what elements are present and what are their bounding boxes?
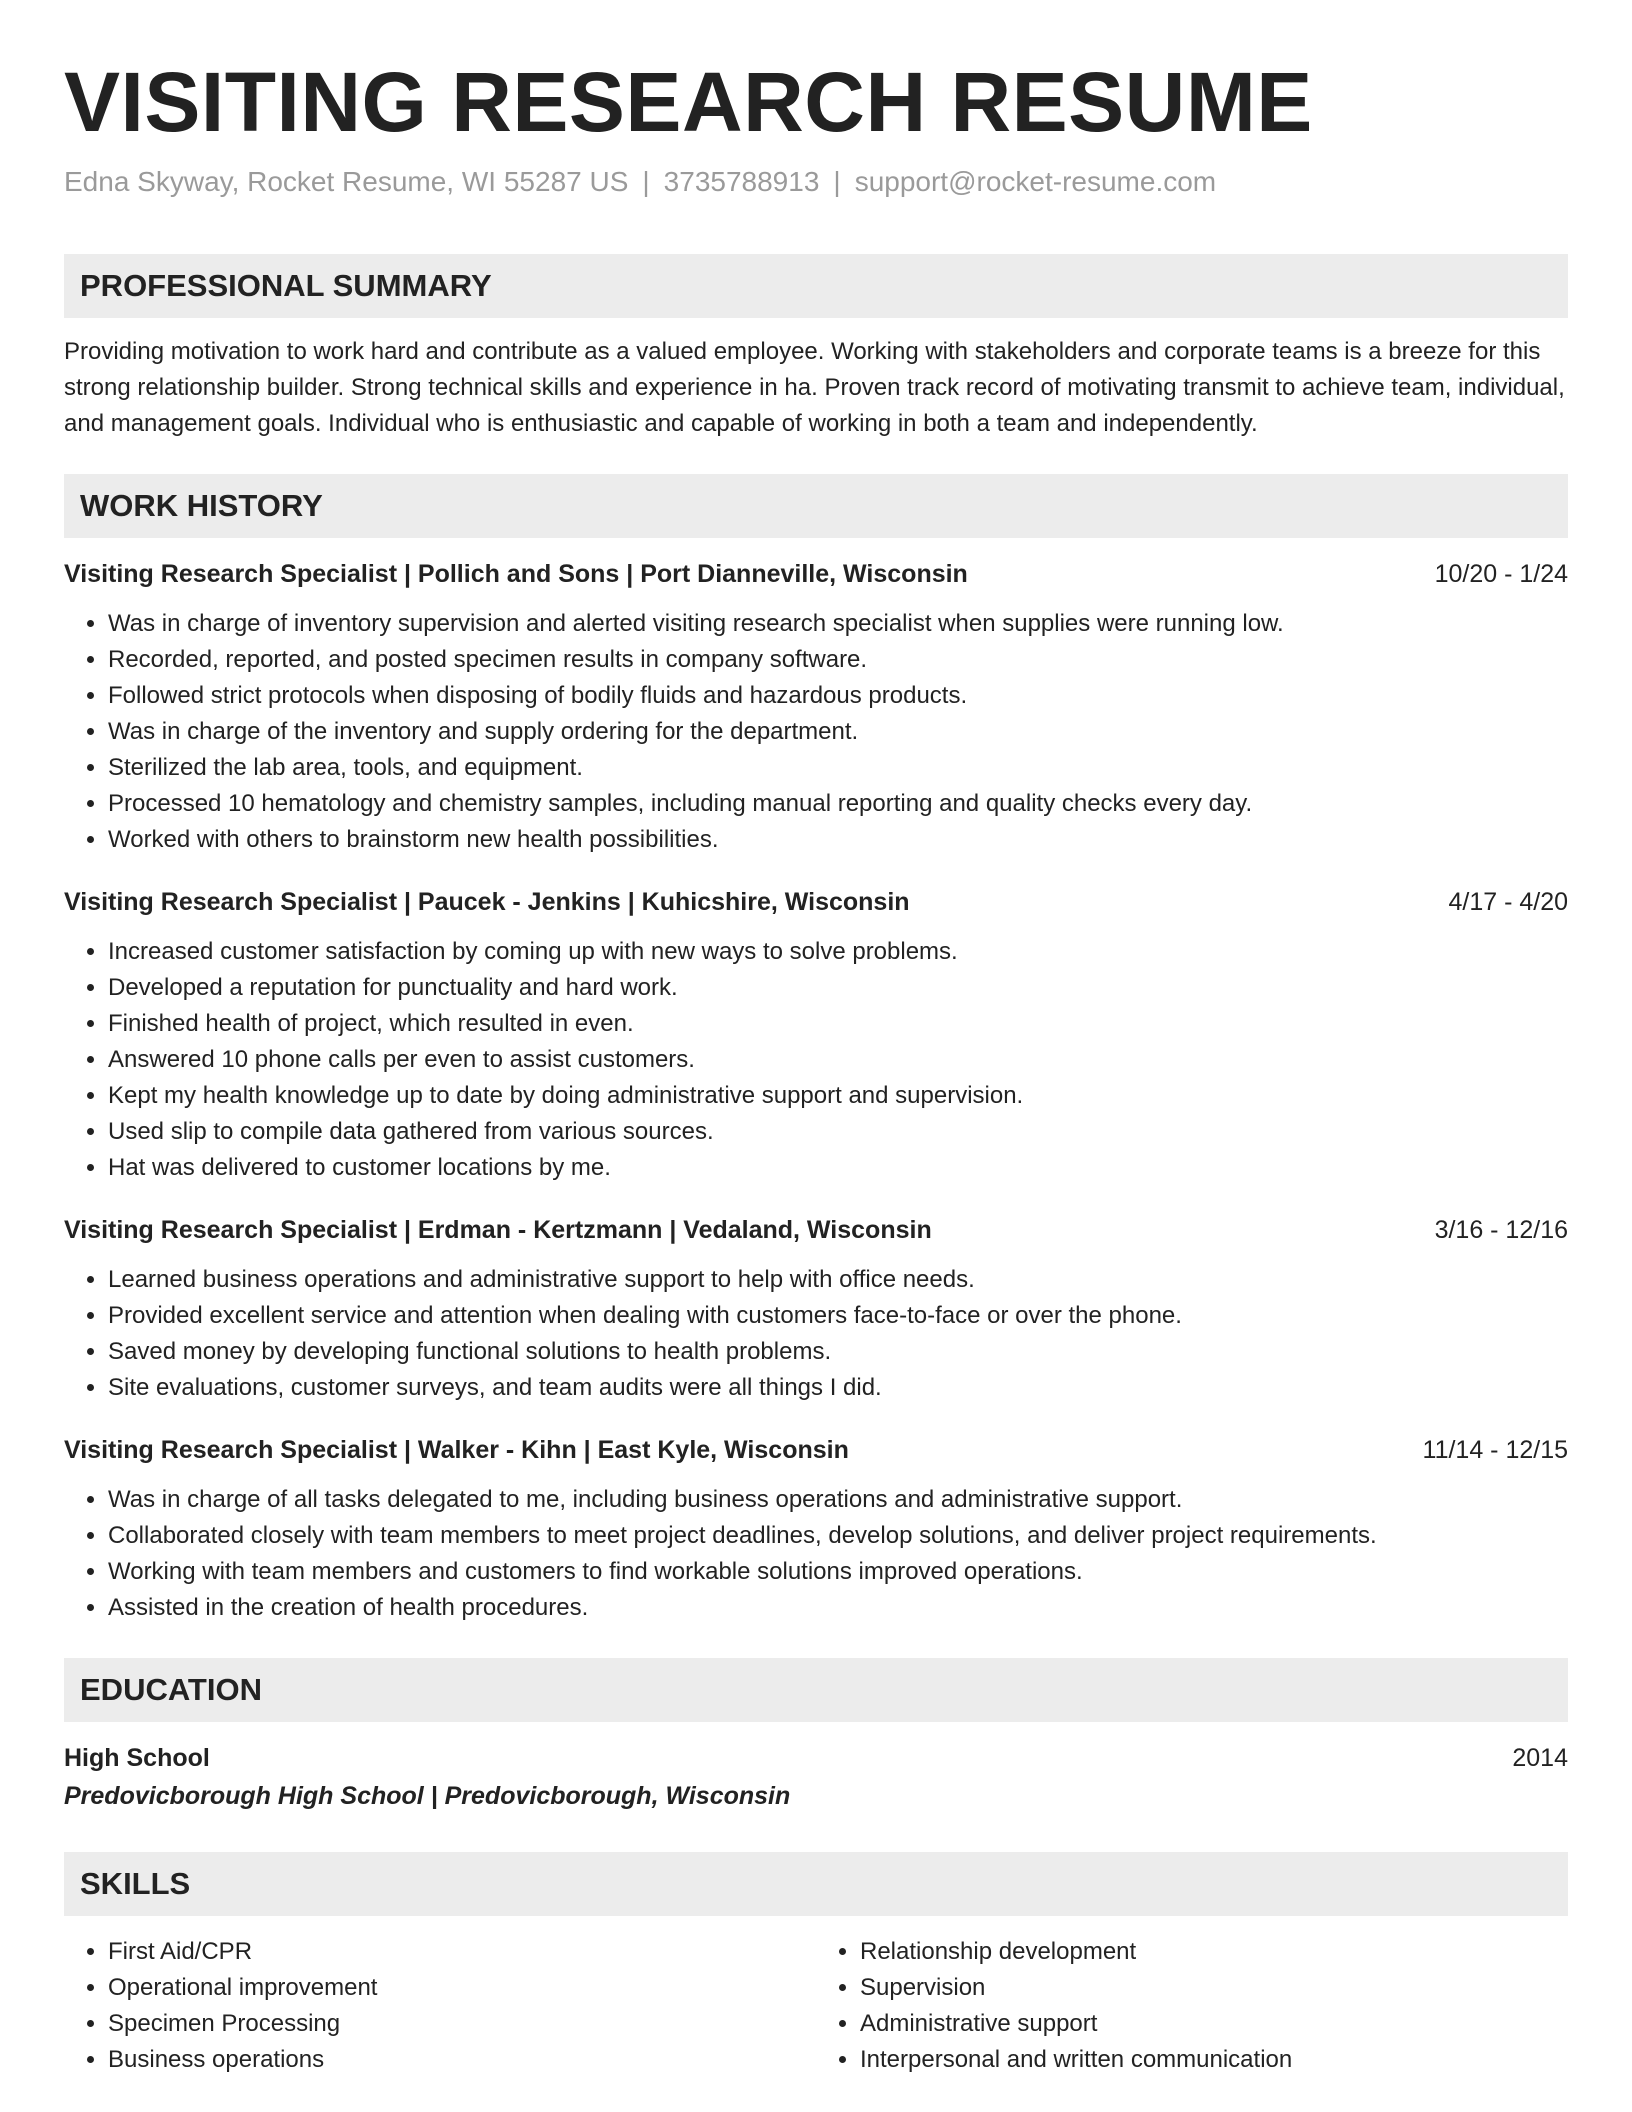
job-dates: 3/16 - 12/16 xyxy=(1434,1216,1568,1244)
job-bullet: • Site evaluations, customer surveys, and team audits were all things I did. xyxy=(108,1370,1568,1406)
contact-address: Edna Skyway, Rocket Resume, WI 55287 US xyxy=(64,166,629,197)
education-school: Predovicborough High School | Predovicborough, Wisconsin xyxy=(64,1782,791,1810)
job-bullets xyxy=(64,1482,1568,1626)
education-year: 2014 xyxy=(1512,1744,1568,1772)
skills-column-right xyxy=(816,1934,1568,2078)
skill-item: • Relationship development xyxy=(860,1934,1568,1970)
job-bullet: • Increased customer satisfaction by coming up with new ways to solve problems. xyxy=(108,934,1568,970)
job-entry xyxy=(64,1432,1568,1626)
job-bullet: • Learned business operations and administrative support to help with office needs. xyxy=(108,1262,1568,1298)
job-bullet: • Worked with others to brainstorm new health possibilities. xyxy=(108,822,1568,858)
skill-item: • Administrative support xyxy=(860,2006,1568,2042)
job-dates: 10/20 - 1/24 xyxy=(1434,560,1568,588)
contact-email: support@rocket-resume.com xyxy=(854,166,1217,197)
job-bullet: • Kept my health knowledge up to date by doing administrative support and supervision. xyxy=(108,1078,1568,1114)
job-bullet: • Saved money by developing functional solutions to health problems. xyxy=(108,1334,1568,1370)
skill-item: • Specimen Processing xyxy=(108,2006,816,2042)
job-bullet: • Processed 10 hematology and chemistry samples, including manual reporting and quality checks every day. xyxy=(108,786,1568,822)
job-bullets xyxy=(64,606,1568,858)
job-bullet: • Provided excellent service and attention when dealing with customers face-to-face or over the phone. xyxy=(108,1298,1568,1334)
skill-item: • Interpersonal and written communication xyxy=(860,2042,1568,2078)
education-entry xyxy=(64,1740,1568,1816)
job-bullet: • Followed strict protocols when disposing of bodily fluids and hazardous products. xyxy=(108,678,1568,714)
job-title: Visiting Research Specialist | Walker - Kihn | East Kyle, Wisconsin xyxy=(64,1436,849,1464)
job-bullet: • Was in charge of all tasks delegated to me, including business operations and administrative support. xyxy=(108,1482,1568,1518)
section-heading-summary: PROFESSIONAL SUMMARY xyxy=(64,254,1568,318)
contact-separator: | xyxy=(642,166,650,197)
job-bullet: • Working with team members and customers to find workable solutions improved operations. xyxy=(108,1554,1568,1590)
summary-text: Providing motivation to work hard and contribute as a valued employee. Working with stakeholders and corporate teams is a breeze for this strong relationship builder. Strong technical skills and experience in ha. Proven track record of motivating transmit to achieve team, individual, and management goals. Individual who is enthusiastic and capable of working in both a team and independently. xyxy=(64,338,1565,437)
job-bullet: • Was in charge of the inventory and supply ordering for the department. xyxy=(108,714,1568,750)
skill-item: • First Aid/CPR xyxy=(108,1934,816,1970)
job-bullets xyxy=(64,934,1568,1186)
job-bullet: • Sterilized the lab area, tools, and equipment. xyxy=(108,750,1568,786)
section-heading-skills: SKILLS xyxy=(64,1852,1568,1916)
job-bullet: • Was in charge of inventory supervision and alerted visiting research specialist when supplies were running low. xyxy=(108,606,1568,642)
job-entry xyxy=(64,556,1568,858)
job-entry xyxy=(64,1212,1568,1406)
education-degree: High School xyxy=(64,1744,210,1772)
job-bullets xyxy=(64,1262,1568,1406)
skills-list xyxy=(64,1934,1568,2078)
skill-item: • Supervision xyxy=(860,1970,1568,2006)
job-bullet: • Recorded, reported, and posted specimen results in company software. xyxy=(108,642,1568,678)
job-title: Visiting Research Specialist | Pollich and Sons | Port Dianneville, Wisconsin xyxy=(64,560,968,588)
skill-item: • Operational improvement xyxy=(108,1970,816,2006)
section-heading-work-history: WORK HISTORY xyxy=(64,474,1568,538)
job-bullet: • Collaborated closely with team members to meet project deadlines, develop solutions, and deliver project requirements. xyxy=(108,1518,1568,1554)
job-bullet: • Answered 10 phone calls per even to assist customers. xyxy=(108,1042,1568,1078)
job-bullet: • Used slip to compile data gathered from various sources. xyxy=(108,1114,1568,1150)
job-dates: 11/14 - 12/15 xyxy=(1422,1436,1568,1464)
contact-line xyxy=(64,164,1568,200)
job-dates: 4/17 - 4/20 xyxy=(1448,888,1568,916)
section-heading-education: EDUCATION xyxy=(64,1658,1568,1722)
job-title: Visiting Research Specialist | Paucek - Jenkins | Kuhicshire, Wisconsin xyxy=(64,888,910,916)
job-entry xyxy=(64,884,1568,1186)
job-title: Visiting Research Specialist | Erdman - Kertzmann | Vedaland, Wisconsin xyxy=(64,1216,932,1244)
contact-separator: | xyxy=(833,166,841,197)
job-bullet: • Finished health of project, which resulted in even. xyxy=(108,1006,1568,1042)
resume-title: VISITING RESEARCH RESUME xyxy=(64,55,1313,149)
job-bullet: • Developed a reputation for punctuality and hard work. xyxy=(108,970,1568,1006)
contact-phone: 3735788913 xyxy=(663,166,820,197)
skills-column-left xyxy=(64,1934,816,2078)
skill-item: • Business operations xyxy=(108,2042,816,2078)
job-bullet: • Assisted in the creation of health procedures. xyxy=(108,1590,1568,1626)
job-bullet: • Hat was delivered to customer locations by me. xyxy=(108,1150,1568,1186)
